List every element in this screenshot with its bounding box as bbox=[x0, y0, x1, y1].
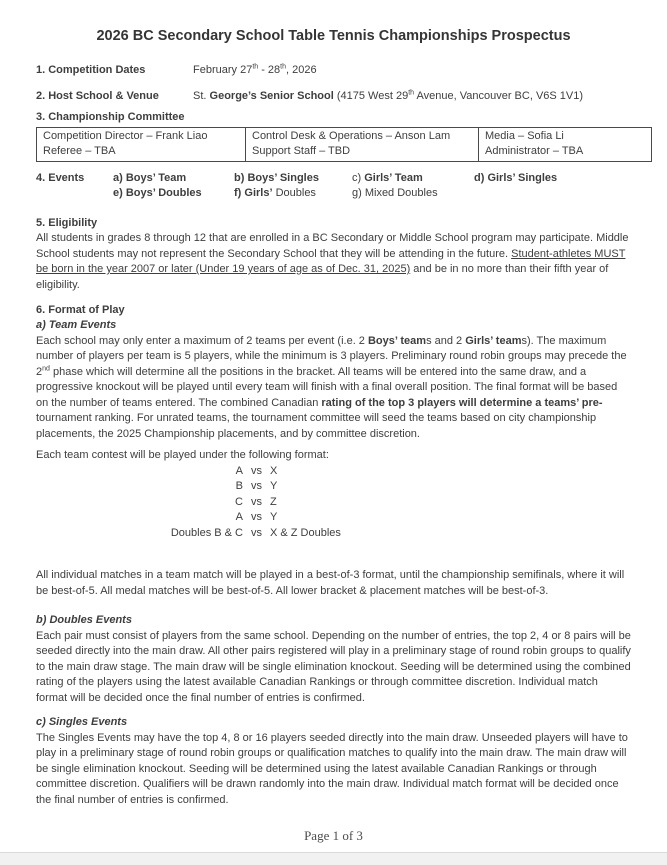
team-contest-intro: Each team contest will be played under the following format: bbox=[36, 449, 329, 461]
matchup-left: Doubles B & C bbox=[170, 526, 243, 539]
committee-table bbox=[36, 127, 652, 162]
events-row-2 bbox=[36, 186, 631, 201]
doubles-events-paragraph: Each pair must consist of players from the same school. Depending on the number of entries, the top 2, 4 or 8 pairs will be seeded directly into the main draw. All other pairs registered will play in a preliminary stage of round robin groups to qualify to the main draw stage. The main draw will be single elimination knockout. Seeding will be determined using the combined rating of the players using the latest available Canadian Rankings or through committee discretion. Individual match format will be decided once the final number of entries is confirmed. bbox=[36, 629, 631, 704]
doubles-events-section bbox=[36, 613, 631, 706]
committee-line: Administrator – TBA bbox=[485, 145, 584, 157]
matchup-row bbox=[36, 495, 631, 511]
matchup-row bbox=[36, 464, 631, 480]
matchup-left: A bbox=[235, 511, 243, 523]
competition-dates-label: 1. Competition Dates bbox=[36, 64, 146, 76]
event-boys-team: a) Boys’ Team bbox=[113, 172, 187, 184]
event-boys-doubles: e) Boys’ Doubles bbox=[113, 187, 202, 199]
committee-line: Support Staff – TBD bbox=[252, 145, 351, 157]
matchup-vs: vs bbox=[251, 495, 262, 508]
committee-line: Referee – TBA bbox=[43, 145, 116, 157]
singles-events-paragraph: The Singles Events may have the top 4, 8 or 16 players seeded directly into the main draw. Unseeded players will have to play in a preliminary stage of round robin groups or qualification matches to qualify into the main draw. The main draw will be single elimination knockout. Seeding will be determined using the latest available Canadian Rankings or through committee discretion. Qualifiers will be drawn randomly into the main draw. Individual match format will be decided once the final number of entries is confirmed. bbox=[36, 731, 628, 806]
eligibility-heading: 5. Eligibility bbox=[36, 217, 98, 229]
matchup-vs: vs bbox=[251, 480, 262, 492]
matchup-left: C bbox=[235, 495, 243, 508]
committee-cell-media bbox=[479, 128, 652, 162]
format-heading: 6. Format of Play bbox=[36, 304, 125, 316]
events-section bbox=[36, 171, 631, 201]
matchup-vs: vs bbox=[251, 526, 262, 539]
document-title: 2026 BC Secondary School Table Tennis Championships Prospectus bbox=[96, 28, 571, 44]
matchup-row bbox=[36, 526, 631, 542]
matchup-right: Y bbox=[270, 480, 278, 492]
matchup-right: X bbox=[270, 464, 278, 477]
team-events-paragraph: Each school may only enter a maximum of 2 teams per event (i.e. 2 Boys’ teams and 2 Girls’ teams). The maximum number of players per team is 5 players, while the minimum is 3 players. Preliminary round robin groups may precede the 2nd phase which will determine all the positions in the bracket. All teams will be entered into the same draw, and a progressive knockout will be played until every team will finish with a final overall position. The final format will be based on the number of teams entered. The combined Canadian rating of the top 3 players will determine a teams’ pre-tournament ranking. For unrated teams, the tournament committee will seed the teams based on city championship placements, the 2025 Championship placements, and by committee discretion. bbox=[36, 334, 627, 440]
events-label: 4. Events bbox=[36, 172, 85, 184]
eligibility-paragraph: All students in grades 8 through 12 that are enrolled in a BC Secondary or Middle School program may participate. Middle School students may not represent the Secondary School that they will be attending in the future. Student-athletes MUST be born in the year 2007 or later (Under 19 years of age as of Dec. 31, 2025) and be in no more than their fifth year of eligibility. bbox=[36, 232, 629, 291]
events-row-1 bbox=[36, 171, 631, 186]
team-events-heading: a) Team Events bbox=[36, 319, 117, 331]
event-girls-singles: d) Girls’ Singles bbox=[474, 172, 558, 184]
committee-cell-control-desk bbox=[246, 128, 479, 162]
team-match-format-paragraph: All individual matches in a team match will be played in a best-of-3 format, until the championship semifinals, where it will be best-of-5. All medal matches will be best-of-5. All lower bracket & placement matches will be best-of-3. bbox=[36, 569, 625, 597]
matchup-right: Z bbox=[270, 495, 277, 508]
page-edge-strip bbox=[0, 852, 667, 865]
host-school-value: St. George’s Senior School (4175 West 29th Avenue, Vancouver BC, V6S 1V1) bbox=[193, 89, 584, 102]
competition-dates-row bbox=[36, 62, 631, 78]
matchup-right: X & Z Doubles bbox=[270, 526, 341, 539]
singles-events-heading: c) Singles Events bbox=[36, 716, 128, 728]
event-boys-singles: b) Boys’ Singles bbox=[234, 172, 319, 184]
eligibility-section bbox=[36, 215, 631, 293]
host-school-row bbox=[36, 88, 631, 104]
committee-heading: 3. Championship Committee bbox=[36, 111, 185, 123]
singles-events-section bbox=[36, 715, 631, 808]
page-number: Page 1 of 3 bbox=[304, 828, 363, 843]
event-mixed-doubles: g) Mixed Doubles bbox=[352, 187, 438, 199]
matchup-vs: vs bbox=[251, 464, 262, 477]
committee-line: Media – Sofia Li bbox=[485, 130, 564, 142]
document-body bbox=[36, 62, 631, 808]
matchup-right: Y bbox=[270, 511, 278, 523]
matchup-row bbox=[36, 510, 631, 526]
event-girls-doubles: f) Girls’ Doubles bbox=[234, 187, 316, 199]
host-school-label: 2. Host School & Venue bbox=[36, 90, 159, 102]
committee-cell-director bbox=[37, 128, 246, 162]
matchup-row bbox=[36, 479, 631, 495]
matchup-left: B bbox=[235, 480, 243, 492]
doubles-events-heading: b) Doubles Events bbox=[36, 614, 132, 626]
matchup-vs: vs bbox=[251, 511, 262, 523]
matchup-left: A bbox=[235, 464, 243, 477]
team-contest-format bbox=[36, 464, 631, 542]
format-of-play-section bbox=[36, 302, 631, 599]
event-girls-team: c) Girls’ Team bbox=[352, 172, 423, 184]
competition-dates-value: February 27th - 28th, 2026 bbox=[193, 63, 317, 76]
committee-line: Control Desk & Operations – Anson Lam bbox=[252, 130, 451, 142]
committee-line: Competition Director – Frank Liao bbox=[43, 130, 208, 142]
events-label-spacer bbox=[36, 186, 113, 201]
